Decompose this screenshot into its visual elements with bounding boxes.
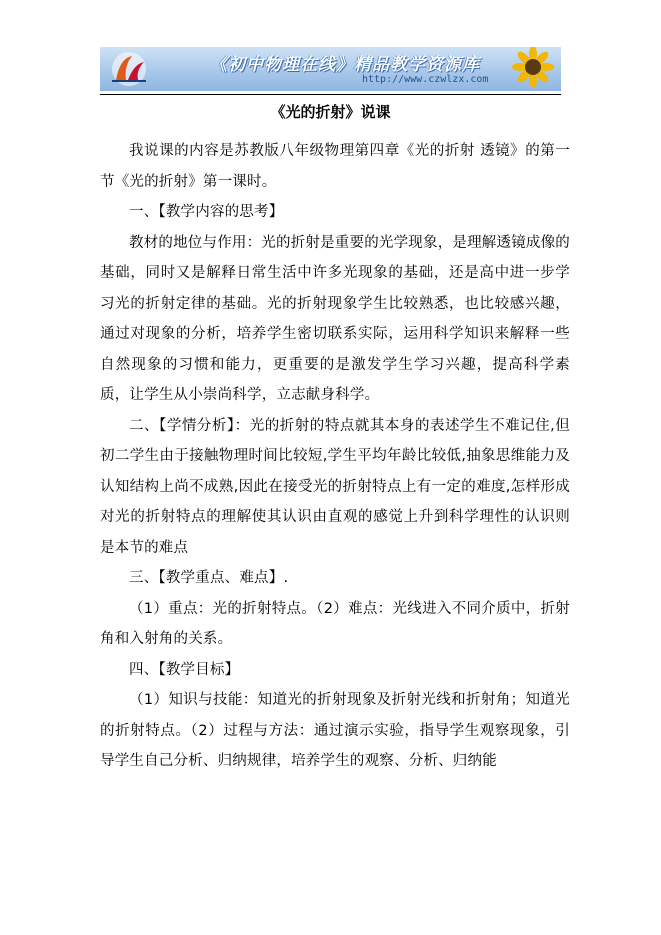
sunflower-icon [501,47,561,91]
document-body [100,136,570,777]
section-heading-3: 三、【教学重点、难点】. [129,570,289,586]
header-banner [100,47,561,91]
paragraph-learner-analysis: 二、【学情分析】：光的折射的特点就其本身的表述学生不难记住,但初二学生由于接触物理时间比较短,学生平均年龄比较低,抽象思维能力及认知结构上尚不成熟,因此在接受光的折射特点上有一定的难度,怎样形成对光的折射特点的理解使其认识由直观的感觉上升到科学理性的认识则是本节的难点 [100,417,570,556]
banner-title: 《初中物理在线》精品教学资源库 [210,55,480,75]
banner-url[interactable]: http://www.czwlzx.com [362,74,489,85]
site-logo-icon [106,50,152,88]
paragraph-key-points: （1）重点：光的折射特点。（2）难点：光线进入不同介质中，折射角和入射角的关系。 [100,600,570,647]
document-title: 《光的折射》说课 [270,103,391,121]
paragraph-objectives: （1）知识与技能：知道光的折射现象及折射光线和折射角；知道光的折射特点。（2）过程与方法：通过演示实验，指导学生观察现象，引导学生自己分析、归纳规律，培养学生的观察、分析、归纳能 [100,692,570,769]
section-heading-4: 四、【教学目标】 [129,661,240,678]
paragraph-intro: 我说课的内容是苏教版八年级物理第四章《光的折射 透镜》的第一节《光的折射》第一课时。 [100,143,570,190]
section-heading-1: 一、【教学内容的思考】 [129,204,284,220]
header-rule [100,94,561,95]
paragraph-content: 教材的地位与作用：光的折射是重要的光学现象，是理解透镜成像的基础，同时又是解释日常生活中许多光现象的基础，还是高中进一步学习光的折射定律的基础。光的折射现象学生比较熟悉，也比较感兴趣，通过对现象的分析，培养学生密切联系实际，运用科学知识来解释一些自然现象的习惯和能力，更重要的是激发学生学习兴趣，提高科学素质，让学生从小崇尚科学，立志献身科学。 [100,234,570,403]
